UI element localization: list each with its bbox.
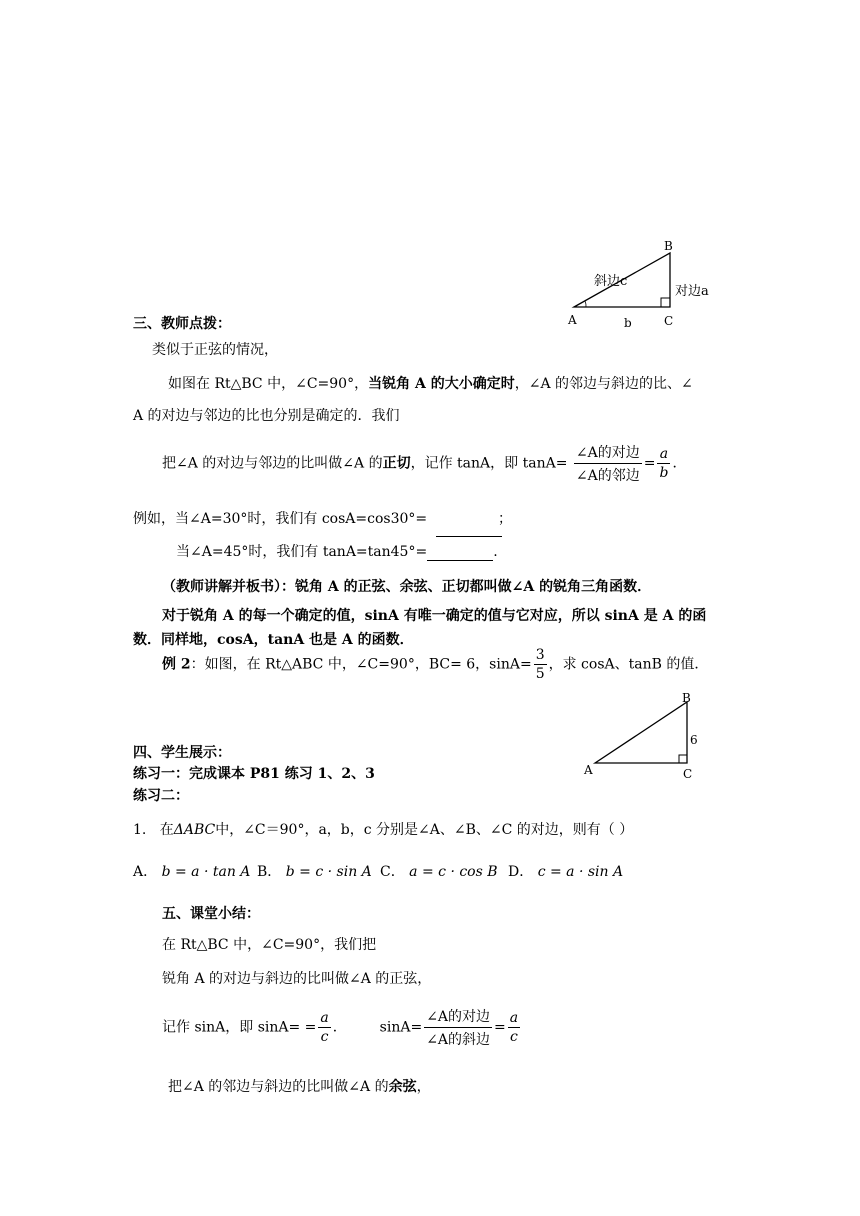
section5-heading: 五、课堂小结： xyxy=(162,906,260,922)
cos-answer-blank[interactable] xyxy=(436,536,502,537)
side-bc-label: 6 xyxy=(690,733,698,747)
practice-2: 练习二： xyxy=(133,788,189,804)
cosine-definition: 把∠A 的邻边与斜边的比叫做∠A 的余弦， xyxy=(168,1079,431,1095)
definition-paragraph-line1: 如图在 Rt△BC 中，∠C=90°，当锐角 A 的大小确定时，∠A 的邻边与斜边的比、∠ xyxy=(168,376,693,392)
option-a[interactable]: A． b = a · tan A xyxy=(133,864,251,880)
example-2: 例 2：如图，在 Rt△ABC 中，∠C=90°，BC= 6，sinA= $\frac{3}{5}$ ，求 cosA、tanB 的值． xyxy=(162,647,709,682)
vertex-b-label: B xyxy=(664,239,673,253)
question-1: 1. 在ΔABC中，∠C＝90°，a，b，c 分别是∠A、∠B、∠C 的对边，则有（ ） xyxy=(133,822,634,838)
section3-heading: 三、教师点拨： xyxy=(133,316,231,332)
option-d[interactable]: D． c = a · sin A xyxy=(508,864,624,880)
adjacent-label: b xyxy=(624,316,632,330)
tangent-definition: 把∠A 的对边与邻边的比叫做∠A 的正切，记作 tanA，即 tanA= $\frac{\text{∠A的对边}}{\text{∠A的邻边}}$ = $\frac{a}{b}$ ． xyxy=(162,442,686,485)
summary-line-2: 锐角 A 的对边与斜边的比叫做∠A 的正弦， xyxy=(162,971,432,987)
section4-heading: 四、学生展示： xyxy=(133,745,231,761)
section3-intro: 类似于正弦的情况， xyxy=(152,342,278,358)
opposite-label: 对边a xyxy=(675,284,709,299)
vertex-c-label: C xyxy=(683,767,693,781)
vertex-b-label: B xyxy=(682,691,691,705)
triangle-diagram-2 xyxy=(580,688,700,784)
tan-answer-blank[interactable] xyxy=(427,546,493,561)
example-line-tan: 当∠A=45°时，我们有 tanA=tan45°= . xyxy=(176,544,498,560)
definition-paragraph-line2: A 的对边与邻边的比也分别是确定的．我们 xyxy=(133,408,400,424)
summary-line-1: 在 Rt△BC 中，∠C=90°，我们把 xyxy=(162,937,377,953)
sine-fraction: $\frac{\text{∠A的对边}}{\text{∠A的斜边}}$ xyxy=(424,1006,492,1049)
practice-1: 练习一：完成课本 P81 练习 1、2、3 xyxy=(133,766,375,782)
a-over-b-fraction: $\frac{a}{b}$ xyxy=(659,446,669,481)
option-b[interactable]: B． b = c · sin A xyxy=(257,864,372,880)
option-c[interactable]: C． a = c · cos B xyxy=(380,864,498,880)
tangent-fraction: $\frac{\text{∠A的对边}}{\text{∠A的邻边}}$ xyxy=(574,442,642,485)
vertex-a-label: A xyxy=(584,763,593,777)
teacher-note: （教师讲解并板书）：锐角 A 的正弦、余弦、正切都叫做∠A 的锐角三角函数． xyxy=(162,579,652,595)
function-paragraph-line2: 数．同样地，cosA，tanA 也是 A 的函数． xyxy=(133,632,414,648)
a-over-c-fraction: $\frac{a}{c}$ xyxy=(320,1010,329,1045)
triangle-diagram-1 xyxy=(560,236,730,332)
example-line-cos: 例如，当∠A=30°时，我们有 cosA=cos30°= ； xyxy=(133,511,513,527)
vertex-a-label: A xyxy=(568,313,577,327)
hypotenuse-label: 斜边c xyxy=(594,274,628,289)
vertex-c-label: C xyxy=(664,314,674,328)
sine-definition: 记作 sinA，即 sinA= = $\frac{a}{c}$ ． sinA= $\frac{\text{∠A的对边}}{\text{∠A的斜边}}$ = $\frac{a}{c}$ xyxy=(162,1006,522,1049)
a-over-c-fraction-2: $\frac{a}{c}$ xyxy=(509,1010,519,1045)
function-paragraph-line1: 对于锐角 A 的每一个确定的值，sinA 有唯一确定的值与它对应，所以 sinA 是 A 的函 xyxy=(162,608,707,624)
sin-value-fraction: $\frac{3}{5}$ xyxy=(535,647,545,682)
